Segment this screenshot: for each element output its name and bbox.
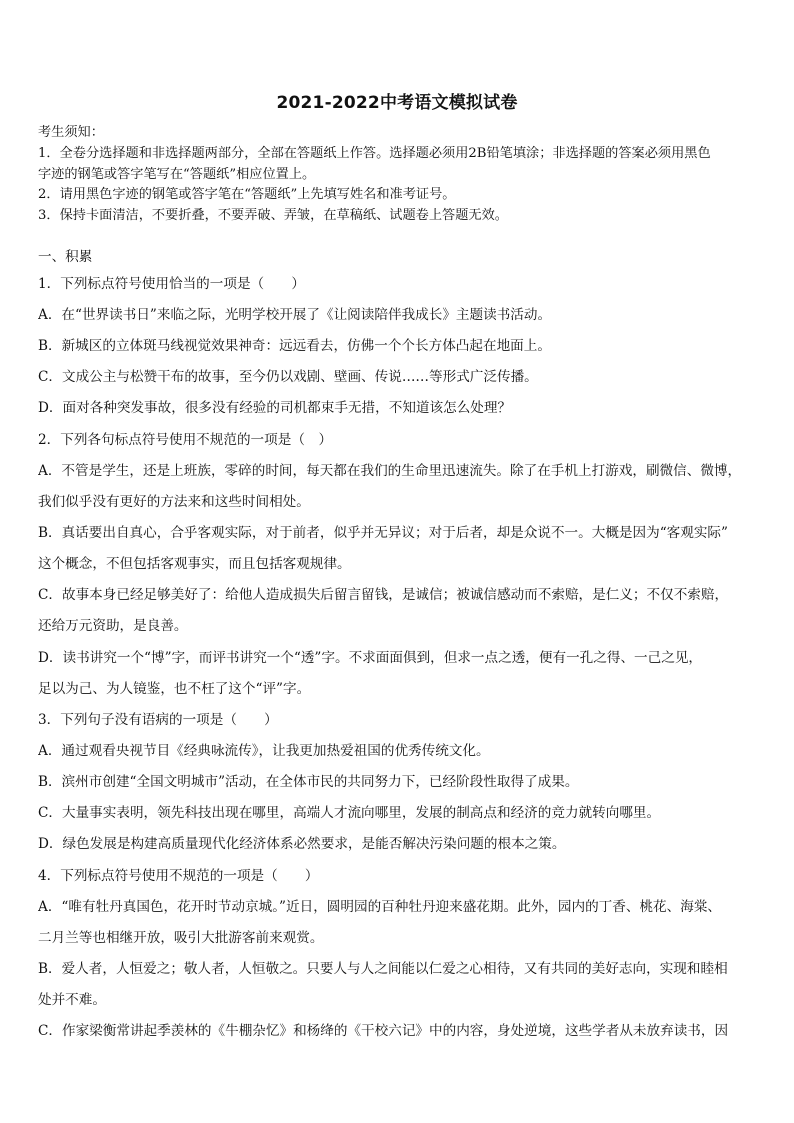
option-a: A．不管是学生，还是上班族，零碎的时间，每天都在我们的生命里迅速流失。除了在手机上打游戏，刷微信、微博， — [38, 463, 742, 479]
option-c: C．文成公主与松赞干布的故事，至今仍以戏剧、壁画、传说……等形式广泛传播。 — [38, 369, 538, 385]
option-b-cont: 这个概念，不但包括客观事实，而且包括客观规律。 — [38, 556, 351, 572]
option-b: B．真话要出自真心，合乎客观实际，对于前者，似乎并无异议；对于后者，却是众说不一。大概是因为“客观实际” — [38, 525, 728, 541]
notice-line: 1．全卷分选择题和非选择题两部分，全部在答题纸上作答。选择题必须用2B铅笔填涂；非选择题的答案必须用黑色 — [38, 146, 711, 161]
question-stem: 3．下列句子没有语病的一项是（ ） — [38, 712, 278, 728]
option-b-cont: 处并不难。 — [38, 992, 106, 1008]
exam-title: 2021-2022中考语文模拟试卷 — [276, 93, 518, 113]
option-d: D．绿色发展是构建高质量现代化经济体系必然要求，是能否解决污染问题的根本之策。 — [38, 836, 566, 852]
option-b: B．新城区的立体斑马线视觉效果神奇：远远看去，仿佛一个个长方体凸起在地面上。 — [38, 338, 551, 354]
option-c: C．大量事实表明，领先科技出现在哪里，高端人才流向哪里，发展的制高点和经济的竞力就转向哪里。 — [38, 805, 661, 821]
option-a: A．通过观看央视节目《经典咏流传》，让我更加热爱祖国的优秀传统文化。 — [38, 743, 490, 759]
option-a: A．在“世界读书日”来临之际，光明学校开展了《让阅读陪伴我成长》主题读书活动。 — [38, 307, 552, 323]
question-stem: 1．下列标点符号使用恰当的一项是（ ） — [38, 276, 305, 292]
option-d: D．读书讲究一个“博”字，而评书讲究一个“透”字。不求面面俱到，但求一点之透，便有一孔之得、一己之见， — [38, 650, 703, 666]
option-a-cont: 我们似乎没有更好的方法来和这些时间相处。 — [38, 494, 310, 510]
section-heading: 一、积累 — [38, 249, 93, 265]
notice-heading: 考生须知： — [38, 125, 104, 140]
option-a-cont: 二月兰等也相继开放，吸引大批游客前来观赏。 — [38, 930, 324, 946]
option-c: C．故事本身已经足够美好了：给他人造成损失后留言留钱，是诚信；被诚信感动而不索赔，是仁义；不仅不索赔， — [38, 587, 729, 603]
option-d: D．面对各种突发事故，很多没有经验的司机都束手无措，不知道该怎么处理？ — [38, 400, 512, 416]
option-c: C．作家梁衡常讲起季羡林的《牛棚杂忆》和杨绛的《干校六记》中的内容，身处逆境，这些学者从未放弃读书，因 — [38, 1023, 729, 1039]
option-c-cont: 还给万元资助，是良善。 — [38, 618, 188, 634]
option-a: A．“唯有牡丹真国色，花开时节动京城。”近日，圆明园的百种牡丹迎来盛花期。此外，园内的丁香、桃花、海棠、 — [38, 899, 722, 915]
notice-line: 2．请用黑色字迹的钢笔或答字笔在“答题纸”上先填写姓名和准考证号。 — [38, 187, 456, 202]
question-stem: 2．下列各句标点符号使用不规范的一项是（ ） — [38, 432, 333, 448]
notice-line: 3．保持卡面清洁，不要折叠，不要弄破、弄皱，在草稿纸、试题卷上答题无效。 — [38, 208, 508, 223]
option-b: B．爱人者，人恒爱之；敬人者，人恒敬之。只要人与人之间能以仁爱之心相待，又有共同的美好志向，实现和睦相 — [38, 961, 728, 977]
option-b: B．滨州市创建“全国文明城市”活动，在全体市民的共同努力下，已经阶段性取得了成果。 — [38, 774, 579, 790]
notice-line: 字迹的钢笔或答字笔写在“答题纸”相应位置上。 — [38, 167, 316, 182]
question-stem: 4．下列标点符号使用不规范的一项是（ ） — [38, 868, 319, 884]
option-d-cont: 足以为己、为人镜鉴，也不枉了这个“评”字。 — [38, 681, 311, 697]
